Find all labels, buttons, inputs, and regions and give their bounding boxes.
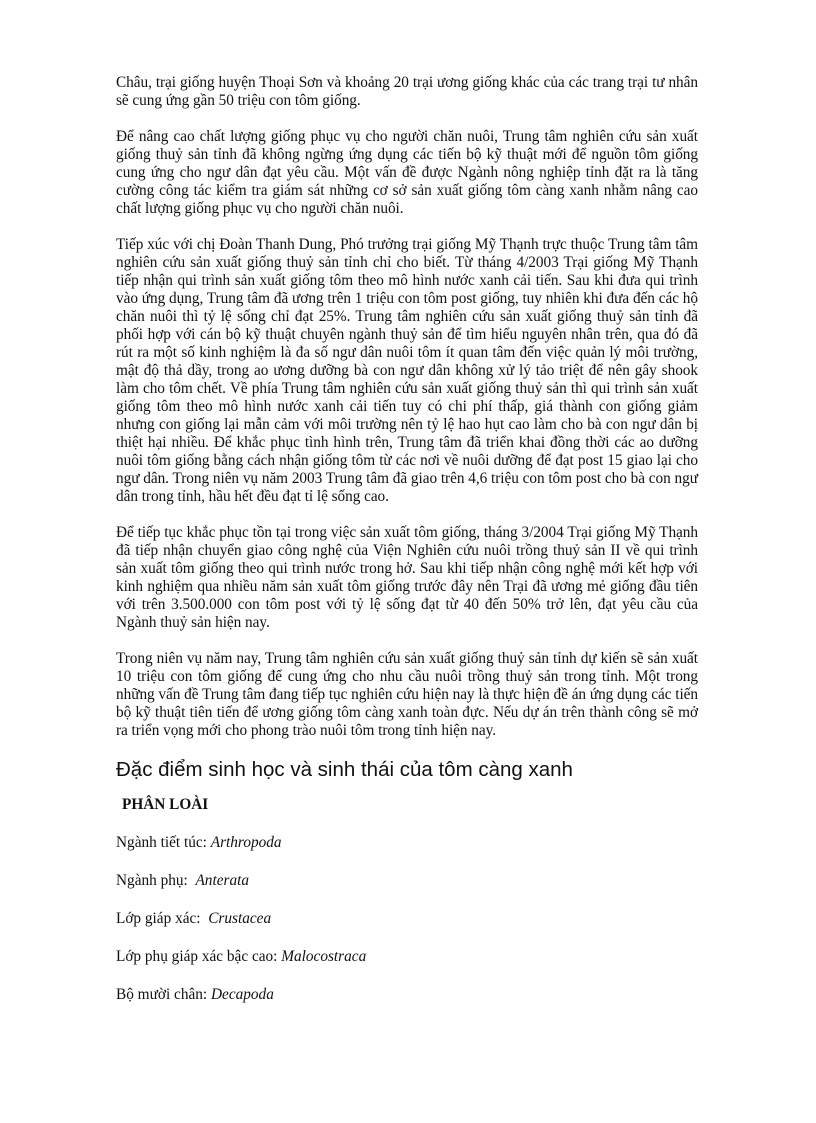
taxon-order bbox=[116, 986, 698, 1004]
taxon-value: Malocostraca bbox=[281, 948, 367, 965]
taxon-value: Decapoda bbox=[210, 986, 274, 1003]
section-heading: Đặc điểm sinh học và sinh thái của tôm càng xanh bbox=[116, 758, 573, 781]
classification-subheading: PHÂN LOÀI bbox=[122, 796, 209, 813]
taxon-subphylum bbox=[116, 872, 698, 890]
taxon-label: Lớp phụ giáp xác bậc cao: bbox=[116, 948, 282, 965]
taxon-label: Ngành phụ: bbox=[116, 872, 196, 889]
taxon-label: Bộ mười chân: bbox=[116, 986, 211, 1003]
taxon-phylum bbox=[116, 834, 698, 852]
document-page bbox=[116, 74, 698, 1024]
taxon-label: Ngành tiết túc: bbox=[116, 834, 211, 851]
taxon-subclass bbox=[116, 948, 698, 966]
taxon-value: Crustacea bbox=[208, 910, 272, 927]
paragraph-2: Để nâng cao chất lượng giống phục vụ cho người chăn nuôi, Trung tâm nghiên cứu sản xuất giống thuỷ sản tỉnh đã không ngừng ứng dụng các tiến bộ kỹ thuật mới để nguồn tôm giống cung ứng cho ngư dân đạt yêu cầu. Một vấn đề được Ngành nông nghiệp tỉnh đặt ra là tăng cường công tác kiểm tra giám sát những cơ sở sản xuất giống tôm càng xanh nhằm nâng cao chất lượng giống phục vụ cho người chăn nuôi. bbox=[116, 128, 698, 217]
taxon-value: Anterata bbox=[195, 872, 249, 889]
taxon-value: Arthropoda bbox=[210, 834, 282, 851]
taxon-label: Lớp giáp xác: bbox=[116, 910, 209, 927]
paragraph-1: Châu, trại giống huyện Thoại Sơn và khoảng 20 trại ương giống khác của các trang trại tư nhân sẽ cung ứng gần 50 triệu con tôm giống. bbox=[116, 74, 698, 109]
taxon-class bbox=[116, 910, 698, 928]
paragraph-4: Để tiếp tục khắc phục tồn tại trong việc sản xuất tôm giống, tháng 3/2004 Trại giống Mỹ Thạnh đã tiếp nhận chuyển giao công nghệ của Viện Nghiên cứu nuôi trồng thuỷ sản II về qui trình sản xuất tôm giống theo qui trình nước trong hở. Sau khi tiếp nhận công nghệ mới kết hợp với kinh nghiệm qua nhiều năm sản xuất tôm giống trước đây nên Trại đã ương mẻ giống đầu tiên với trên 3.500.000 con tôm post với tỷ lệ sống đạt từ 40 đến 50% trở lên, đạt yêu cầu của Ngành thuỷ sản hiện nay. bbox=[116, 524, 698, 631]
paragraph-5: Trong niên vụ năm nay, Trung tâm nghiên cứu sản xuất giống thuỷ sản tỉnh dự kiến sẽ sản xuất 10 triệu con tôm giống để cung ứng cho nhu cầu nuôi trồng thuỷ sản trong tỉnh. Một trong những vấn đề Trung tâm đang tiếp tục nghiên cứu hiện nay là thực hiện đề án ứng dụng các tiến bộ kỹ thuật tiên tiến để ương giống tôm càng xanh toàn đực. Nếu dự án trên thành công sẽ mở ra triển vọng mới cho phong trào nuôi tôm trong tỉnh hiện nay. bbox=[116, 650, 698, 739]
paragraph-3: Tiếp xúc với chị Đoàn Thanh Dung, Phó trưởng trại giống Mỹ Thạnh trực thuộc Trung tâm tâm nghiên cứu sản xuất giống thuỷ sản tỉnh chỉ cho biết. Từ tháng 4/2003 Trại giống Mỹ Thạnh tiếp nhận qui trình sản xuất giống tôm theo mô hình nước xanh cải tiến. Sau khi đưa qui trình vào ứng dụng, Trung tâm đã ương trên 1 triệu con tôm post giống, tuy nhiên khi đưa đến các hộ chăn nuôi thì tỷ lệ sống chỉ đạt 25%. Trung tâm nghiên cứu sản xuất giống thuỷ sản tỉnh đã phối hợp với cán bộ kỹ thuật chuyên ngành thuỷ sản để tìm hiểu nguyên nhân trên, qua đó đã rút ra một số kinh nghiệm là đa số ngư dân nuôi tôm ít quan tâm đến việc quản lý môi trường, mật độ thả dầy, trong ao ương dưỡng bà con ngư dân không xử lý tảo triệt để nên gây shook làm cho tôm chết. Về phía Trung tâm nghiên cứu sản xuất giống thuỷ sản thì qui trình sản xuất giống tôm theo mô hình nước xanh cải tiến tuy có chi phí thấp, giá thành con giống giảm nhưng con giống lại mẫn cảm với môi trường nên tỷ lệ hao hụt cao làm cho bà con ngư dân bị thiệt hại nhiều. Để khắc phục tình hình trên, Trung tâm đã triển khai đồng thời các ao dưỡng nuôi tôm giống bằng cách nhận giống tôm từ các nơi về nuôi dưỡng để đạt post 15 giao lại cho ngư dân. Trong niên vụ năm 2003 Trung tâm đã giao trên 4,6 triệu con tôm post cho bà con ngư dân trong tỉnh, hầu hết đều đạt tỉ lệ sống cao. bbox=[116, 236, 698, 505]
